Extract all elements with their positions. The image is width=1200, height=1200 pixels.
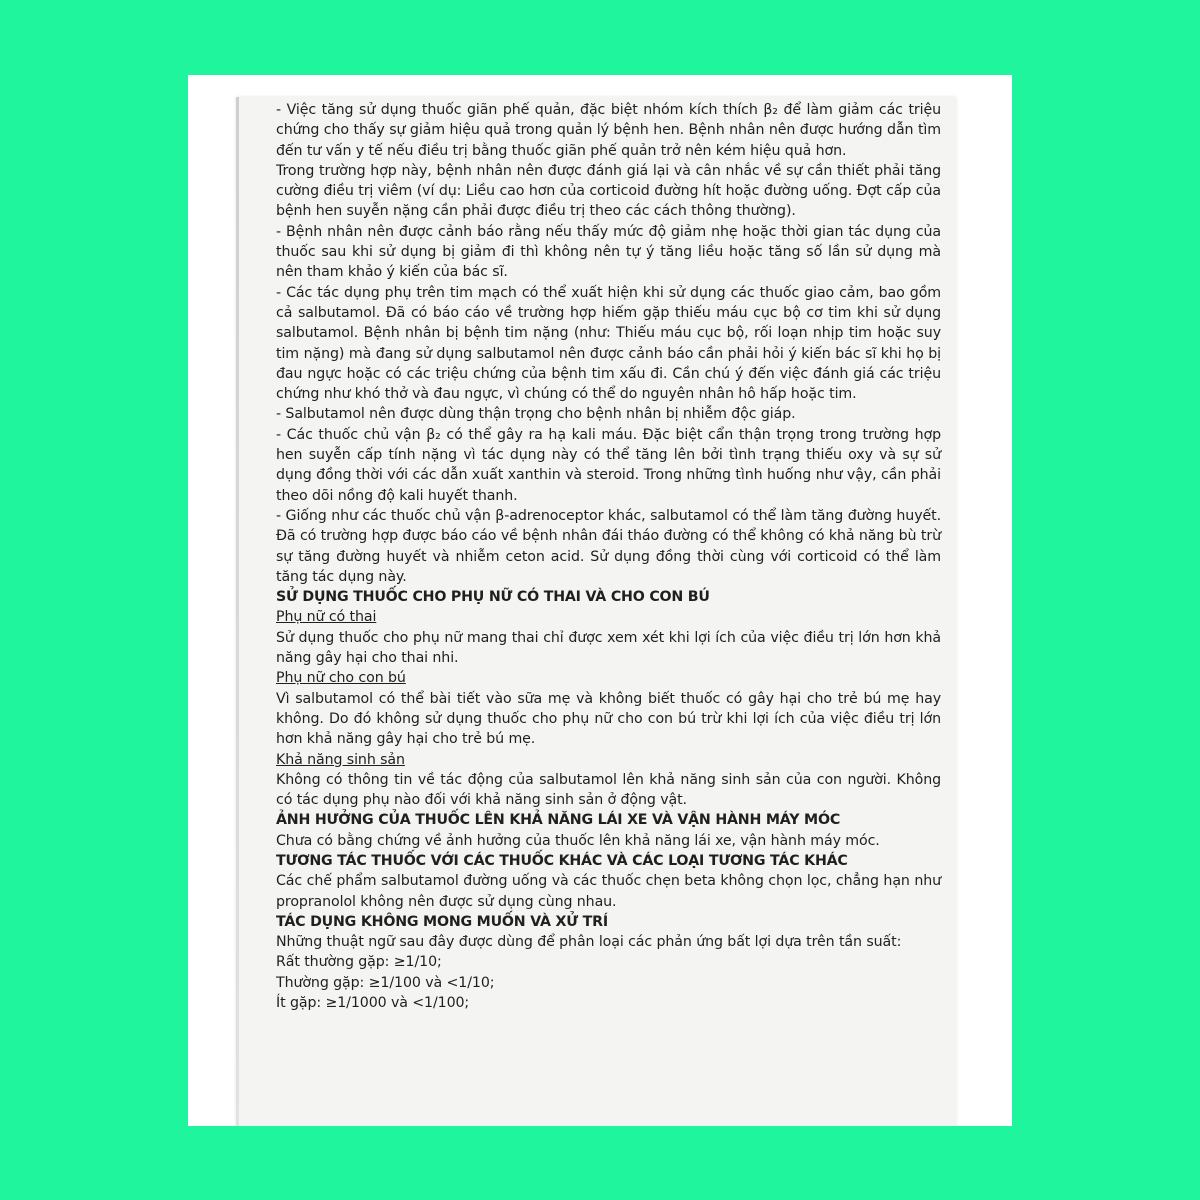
subheading-fertility: Khả năng sinh sản <box>276 751 405 768</box>
heading-adverse-effects: TÁC DỤNG KHÔNG MONG MUỐN VÀ XỬ TRÍ <box>276 913 608 930</box>
paragraph-lactation: Vì salbutamol có thể bài tiết vào sữa mẹ và không biết thuốc có gây hại cho trẻ bú mẹ hay không. Do đó không sử dụng thuốc cho phụ nữ cho con bú trừ khi lợi ích của việc điều trị lớn hơn khả năng gây hại cho trẻ bú mẹ. <box>276 690 941 748</box>
subheading-lactation: Phụ nữ cho con bú <box>276 670 406 687</box>
leaflet-page <box>236 97 956 1126</box>
paragraph-reassessment: Trong trường hợp này, bệnh nhân nên được đánh giá lại và cân nhắc về sự cần thiết phải tăng cường điều trị viêm (ví dụ: Liều cao hơn của corticoid đường hít hoặc đường uống. Đợt cấp của bệnh hen suyễn nặng cần phải được điều trị theo các cách thông thường). <box>276 162 941 220</box>
frequency-uncommon: Ít gặp: ≥1/1000 và <1/100; <box>276 995 470 1012</box>
leaflet-text <box>276 100 941 1013</box>
paragraph-adverse-intro: Những thuật ngữ sau đây được dùng để phân loại các phản ứng bất lợi dựa trên tần suất: <box>276 934 902 951</box>
paragraph-pregnancy: Sử dụng thuốc cho phụ nữ mang thai chỉ được xem xét khi lợi ích của việc điều trị lớn hơn khả năng gây hại cho thai nhi. <box>276 629 941 667</box>
paragraph-fertility: Không có thông tin về tác động của salbutamol lên khả năng sinh sản của con người. Không có tác dụng phụ nào đối với khả năng sinh sản ở động vật. <box>276 771 941 809</box>
paragraph-cardiovascular: - Các tác dụng phụ trên tim mạch có thể xuất hiện khi sử dụng các thuốc giao cảm, bao gồm cả salbutamol. Đã có báo cáo về trường hợp hiếm gặp thiếu máu cục bộ cơ tim khi sử dụng salbutamol. Bệnh nhân bị bệnh tim nặng (như: Thiếu máu cục bộ, rối loạn nhịp tim hoặc suy tim nặng) mà đang sử dụng salbutamol nên được cảnh báo cần phải hỏi ý kiến bác sĩ khi họ bị đau ngực hoặc có các triệu chứng của bệnh tim xấu đi. Cần chú ý đến việc đánh giá các triệu chứng như khó thở và đau ngực, vì chúng có thể do nguyên nhân hô hấp hoặc tim. <box>276 284 941 403</box>
frequency-common: Thường gặp: ≥1/100 và <1/10; <box>276 974 495 991</box>
scan-frame <box>188 75 1012 1126</box>
frequency-very-common: Rất thường gặp: ≥1/10; <box>276 954 442 971</box>
paragraph-thyrotoxicosis: - Salbutamol nên được dùng thận trọng cho bệnh nhân bị nhiễm độc giáp. <box>276 406 796 423</box>
heading-interactions: TƯƠNG TÁC THUỐC VỚI CÁC THUỐC KHÁC VÀ CÁC LOẠI TƯƠNG TÁC KHÁC <box>276 852 848 869</box>
paragraph-bronchodilator: - Việc tăng sử dụng thuốc giãn phế quản, đặc biệt nhóm kích thích β₂ để làm giảm các triệu chứng cho thấy sự giảm hiệu quả trong quản lý bệnh hen. Bệnh nhân nên được hướng dẫn tìm đến tư vấn y tế nếu điều trị bằng thuốc giãn phế quản trở nên kém hiệu quả hơn. <box>276 102 941 159</box>
paragraph-hypokalaemia: - Các thuốc chủ vận β₂ có thể gây ra hạ kali máu. Đặc biệt cẩn thận trọng trong trường hợp hen suyễn cấp tính nặng vì tác dụng này có thể tăng lên bởi tình trạng thiếu oxy và sự sử dụng đồng thời với các dẫn xuất xanthin và steroid. Trong những tình huống như vậy, cần phải theo dõi nồng độ kali huyết thanh. <box>276 426 941 504</box>
subheading-pregnancy: Phụ nữ có thai <box>276 609 377 626</box>
heading-pregnancy-lactation: SỬ DỤNG THUỐC CHO PHỤ NỮ CÓ THAI VÀ CHO CON BÚ <box>276 589 710 606</box>
paragraph-hyperglycaemia: - Giống như các thuốc chủ vận β-adrenoceptor khác, salbutamol có thể làm tăng đường huyết. Đã có trường hợp được báo cáo về bệnh nhân đái tháo đường có thể không có khả năng bù trừ sự tăng đường huyết và nhiễm ceton acid. Sử dụng đồng thời cùng với corticoid có thể làm tăng tác dụng này. <box>276 507 941 585</box>
heading-driving: ẢNH HƯỞNG CỦA THUỐC LÊN KHẢ NĂNG LÁI XE VÀ VẬN HÀNH MÁY MÓC <box>276 812 841 829</box>
paragraph-interactions: Các chế phẩm salbutamol đường uống và các thuốc chẹn beta không chọn lọc, chẳng hạn như propranolol không nên được sử dụng cùng nhau. <box>276 873 941 910</box>
paragraph-driving: Chưa có bằng chứng về ảnh hưởng của thuốc lên khả năng lái xe, vận hành máy móc. <box>276 832 880 849</box>
paragraph-dose-warning: - Bệnh nhân nên được cảnh báo rằng nếu thấy mức độ giảm nhẹ hoặc thời gian tác dụng của thuốc sau khi sử dụng bị giảm đi thì không nên tự ý tăng liều hoặc tăng số lần sử dụng mà nên tham khảo ý kiến của bác sĩ. <box>276 223 941 281</box>
